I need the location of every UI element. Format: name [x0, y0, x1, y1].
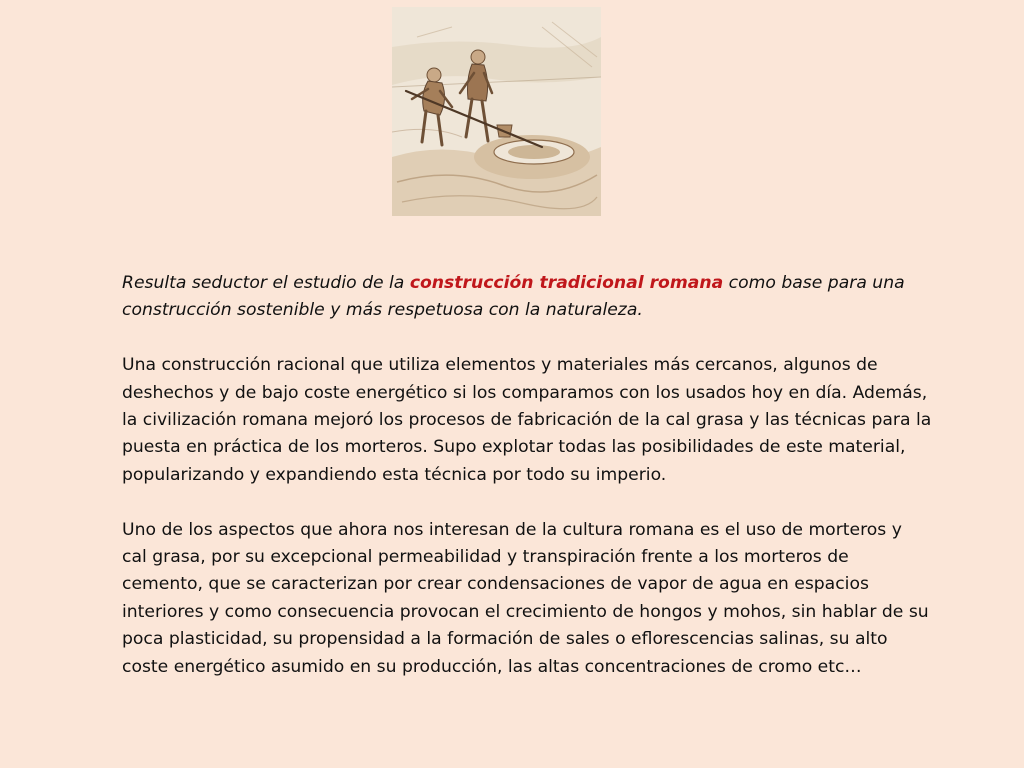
highlighted-phrase: construcción tradicional romana	[409, 273, 724, 293]
roman-workers-illustration	[392, 7, 601, 216]
intro-text-after: como base para una construcción sostenible y más respetuosa con la naturaleza.	[122, 273, 905, 321]
paragraph-construction: Una construcción racional que utiliza elementos y materiales más cercanos, algunos de deshechos y de bajo coste energético si los comparamos con los usados hoy en día. Además, la civilización romana mejoró los procesos de fabricación de la cal grasa y las técnicas para la puesta en práctica de los morteros. Supo explotar todas las posibilidades de este material, popularizando y expandiendo esta técnica por todo su imperio.	[122, 355, 932, 485]
paragraph-mortars: Uno de los aspectos que ahora nos interesan de la cultura romana es el uso de morteros y cal grasa, por su excepcional permeabilidad y transpiración frente a los morteros de cemento, que se caracterizan por crear condensaciones de vapor de agua en espacios interiores y como consecuencia provocan el crecimiento de hongos y mohos, sin hablar de su poca plasticidad, su propensidad a la formación de sales o eflorescencias salinas, su alto coste energético asumido en su producción, las altas concentraciones de cromo etc…	[122, 519, 929, 677]
illustration-drawing	[392, 7, 601, 216]
body-text	[122, 270, 932, 708]
intro-paragraph	[122, 270, 932, 325]
intro-text-before: Resulta seductor el estudio de la	[122, 273, 410, 293]
